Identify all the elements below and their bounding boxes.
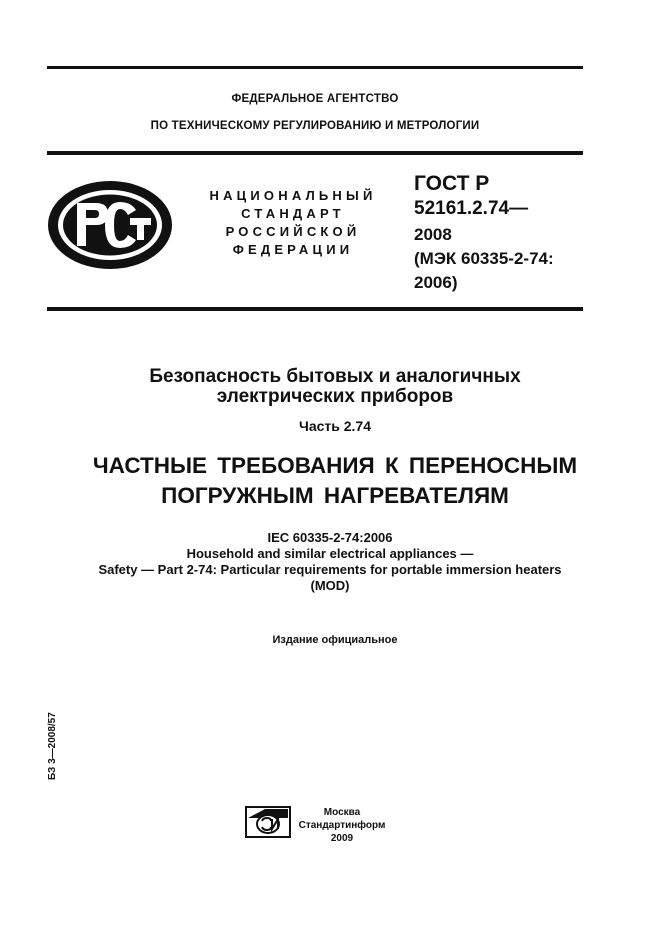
edition-label: Издание официальное: [272, 634, 398, 646]
title-line-1: Безопасность бытовых и аналогичных: [149, 366, 521, 387]
publisher-name: Стандартинформ: [298, 820, 386, 831]
iec-title-line-2: Safety — Part 2-74: Particular requirements for portable immersion heaters: [98, 562, 562, 577]
side-code: БЗ 3—2008/57: [47, 712, 58, 780]
national-standard-line-1: НАЦИОНАЛЬНЫЙ: [209, 188, 377, 203]
standartinform-logo-icon: [245, 806, 291, 838]
title-line-2: электрических приборов: [216, 386, 454, 407]
rule-below-standard: [47, 307, 583, 311]
part-label: Часть 2.74: [298, 418, 371, 434]
agency-line-1: ФЕДЕРАЛЬНОЕ АГЕНТСТВО: [231, 93, 399, 105]
iec-title-line-1: Household and similar electrical appliances —: [186, 546, 474, 561]
iec-mod: (MOD): [310, 578, 350, 593]
national-standard-line-2: СТАНДАРТ: [241, 206, 345, 221]
gost-number: 52161.2.74—: [414, 198, 529, 219]
national-standard-line-3: РОССИЙСКОЙ: [225, 224, 361, 239]
main-title-line-2: ПОГРУЖНЫМ НАГРЕВАТЕЛЯМ: [161, 483, 509, 508]
rule-above-standard: [47, 151, 583, 155]
gost-iec-reference: (МЭК 60335-2-74:: [414, 249, 554, 268]
gost-prefix: ГОСТ Р: [414, 172, 490, 195]
main-title-line-1: ЧАСТНЫЕ ТРЕБОВАНИЯ К ПЕРЕНОСНЫМ: [92, 453, 578, 478]
national-standard-line-4: ФЕДЕРАЦИИ: [232, 242, 354, 257]
top-rule: [47, 66, 583, 69]
publisher-city: Москва: [323, 807, 361, 818]
rst-certification-logo-icon: [47, 180, 173, 270]
gost-year: 2008: [414, 225, 452, 244]
gost-iec-year: 2006): [414, 273, 458, 292]
agency-line-2: ПО ТЕХНИЧЕСКОМУ РЕГУЛИРОВАНИЮ И МЕТРОЛОГИИ: [150, 120, 480, 132]
iec-designation: IEC 60335-2-74:2006: [267, 530, 393, 545]
publisher-year: 2009: [330, 833, 354, 844]
